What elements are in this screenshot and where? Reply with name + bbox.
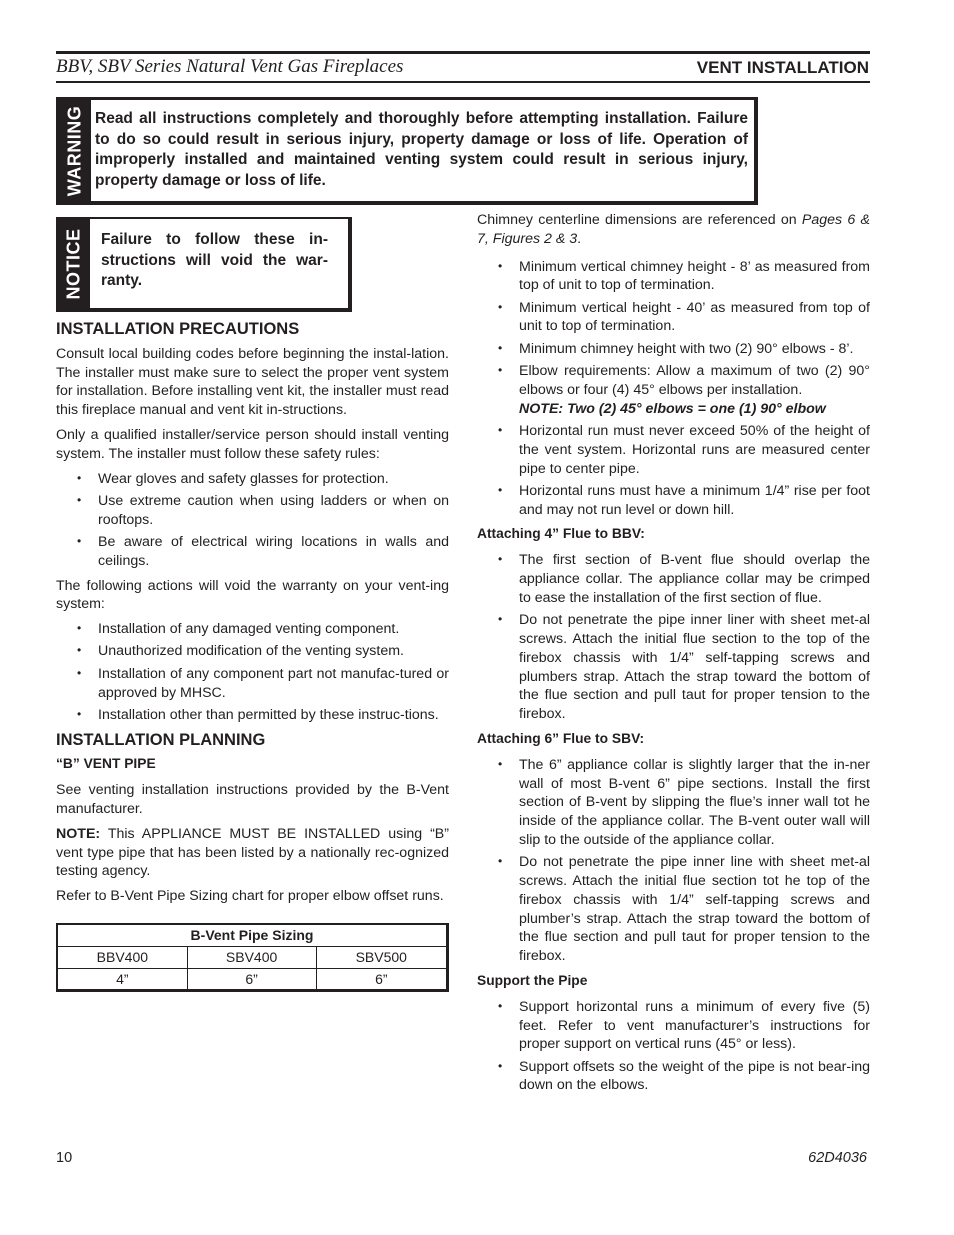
table-header-cell: BBV400	[57, 946, 187, 968]
list-item-text: The first section of B-vent flue should overlap the appliance collar. The appliance collar may be crimped to ease the installation of the first section of flue.	[519, 552, 870, 606]
note-paragraph	[56, 825, 449, 881]
refer-paragraph: Refer to B-Vent Pipe Sizing chart for proper elbow offset runs.	[56, 888, 444, 905]
note-text: This APPLIANCE MUST BE INSTALLED using “B” vent type pipe that has been listed by a nationally rec-ognized testing agency.	[56, 825, 449, 880]
list-item	[56, 620, 449, 639]
bullet-icon: •	[498, 299, 503, 314]
bullet-icon: •	[498, 422, 503, 437]
warning-tab	[59, 100, 91, 201]
precautions-heading: INSTALLATION PRECAUTIONS	[56, 320, 300, 338]
bvent-subheading: “B” VENT PIPE	[56, 756, 156, 772]
list-item-text: Do not penetrate the pipe inner liner with sheet met-al screws. Attach the initial flue section to the top of the firebox chassis with 1/4” self-tapping screws and plumbers strap. Attach the strap toward the bottom of the flue section and pull taut for proper tension to the firebox.	[519, 612, 870, 723]
warning-box	[56, 97, 758, 205]
bullet-icon: •	[498, 756, 503, 771]
bullet-icon: •	[77, 621, 82, 636]
list-item	[477, 998, 870, 1054]
bullet-icon: •	[77, 533, 82, 548]
support-list	[477, 998, 870, 1095]
list-item-text: The 6” appliance collar is slightly larger that the in-ner wall of most B-vent 6” pipe sections. Install the first section of B-vent by slipping the flue’s inner wall tot he inside of the appliance collar. The B-vent outer wall will slip to the outside of the appliance collar.	[519, 756, 870, 848]
bullet-icon: •	[77, 706, 82, 721]
precautions-paragraph-2: Only a qualified installer/service person should install venting system. The installer must follow these safety rules:	[56, 426, 449, 462]
list-item-text: Unauthorized modification of the venting system.	[98, 643, 404, 660]
notice-box	[56, 217, 352, 312]
table-header-cell: SBV400	[187, 946, 316, 968]
list-item-text: Elbow requirements: Allow a maximum of two (2) 90° elbows or four (4) 45° elbows per installation.	[519, 363, 870, 398]
warning-text: Read all instructions completely and thoroughly before attempting installation. Failure to do so could result in serious injury, property damage or loss of life. Operation of improperly installed and maintained venting system could result in serious injury, property damage or loss of life.	[95, 110, 748, 189]
notice-label: NOTICE	[63, 227, 84, 300]
left-column	[56, 320, 449, 992]
intro-text: Chimney centerline dimensions are referenced on	[477, 212, 802, 228]
precautions-paragraph-1: Consult local building codes before beginning the instal-lation. The installer must make sure to select the proper vent system for installation. Before installing vent kit, the installer must read this fireplace manual and vent kit in-structions.	[56, 345, 449, 419]
list-item-text: Be aware of electrical wiring locations in walls and ceilings.	[98, 533, 449, 569]
list-item	[477, 611, 870, 724]
list-item	[477, 1058, 870, 1096]
notice-text: Failure to follow these in-structions will void the war-ranty.	[101, 231, 328, 289]
bullet-icon: •	[498, 340, 503, 355]
chimney-requirements-list	[477, 258, 870, 520]
document-code: 62D4036	[808, 1150, 867, 1166]
bullet-icon: •	[77, 470, 82, 485]
table-row	[57, 968, 448, 991]
bvent-paragraph: See venting installation instructions provided by the B-Vent manufacturer.	[56, 782, 449, 818]
list-item-text: Do not penetrate the pipe inner line with sheet met-al screws. Attach the initial flue section tot he top of the firebox chassis with 1/4” self-tapping screws and plumber’s strap. Attach the strap toward the bottom of the flue section and pull taut for proper tension to the firebox.	[519, 854, 870, 965]
sbv-list	[477, 756, 870, 966]
list-item	[477, 422, 870, 478]
section-title: VENT INSTALLATION	[696, 58, 869, 77]
list-item	[56, 706, 449, 725]
list-item-text: Minimum vertical height - 40’ as measured from top of unit to top of termination.	[519, 299, 870, 335]
warning-label: WARNING	[64, 105, 85, 196]
list-item-text: Horizontal run must never exceed 50% of the height of the vent system. Horizontal runs are measured center pipe to center pipe.	[519, 422, 870, 477]
table-header-cell: SBV500	[316, 946, 447, 968]
planning-heading: INSTALLATION PLANNING	[56, 730, 266, 749]
list-item	[56, 533, 449, 571]
bullet-icon: •	[498, 1058, 503, 1073]
list-item	[477, 853, 870, 966]
note-label: NOTE:	[56, 825, 101, 842]
bullet-icon: •	[77, 643, 82, 658]
bullet-icon: •	[498, 854, 503, 869]
list-item-text: Minimum vertical chimney height - 8’ as measured from top of unit to top of termination.	[519, 258, 870, 294]
bullet-icon: •	[498, 552, 503, 567]
bullet-icon: •	[498, 363, 503, 378]
document-title: BBV, SBV Series Natural Vent Gas Fireplaces	[56, 56, 404, 77]
list-item-text: Installation of any damaged venting component.	[98, 621, 400, 638]
list-item	[477, 258, 870, 296]
list-item	[56, 470, 449, 489]
bullet-icon: •	[498, 612, 503, 627]
elbow-note: NOTE: Two (2) 45° elbows = one (1) 90° elbow	[519, 400, 826, 417]
list-item	[477, 340, 870, 359]
safety-rules-list	[56, 470, 449, 571]
bullet-icon: •	[498, 258, 503, 273]
list-item-text: Minimum chimney height with two (2) 90° elbows - 8’.	[519, 340, 854, 357]
bbv-list	[477, 551, 870, 724]
page-number: 10	[56, 1150, 73, 1166]
list-item	[56, 642, 449, 661]
table-title: B-Vent Pipe Sizing	[57, 924, 448, 946]
notice-tab	[58, 219, 90, 308]
bbv-heading: Attaching 4” Flue to BBV:	[477, 526, 645, 542]
void-intro: The following actions will void the warranty on your vent-ing system:	[56, 577, 449, 613]
list-item-text: Wear gloves and safety glasses for protection.	[98, 470, 389, 487]
list-item-text: Installation of any component part not manufac-tured or approved by MHSC.	[98, 665, 449, 701]
table-row	[57, 946, 448, 968]
list-item-text: Use extreme caution when using ladders or when on rooftops.	[98, 492, 449, 528]
bvent-sizing-table	[56, 923, 449, 992]
list-item-text: Installation other than permitted by these instruc-tions.	[98, 706, 439, 723]
header-bottom-rule	[56, 81, 870, 83]
right-column	[477, 211, 870, 1101]
void-actions-list	[56, 620, 449, 724]
support-heading: Support the Pipe	[477, 972, 588, 988]
bullet-icon: •	[498, 482, 503, 497]
list-item	[477, 299, 870, 337]
header-top-rule	[56, 51, 870, 54]
sbv-heading: Attaching 6” Flue to SBV:	[477, 730, 645, 746]
list-item	[477, 362, 870, 418]
chimney-intro	[477, 211, 870, 249]
list-item-text: Horizontal runs must have a minimum 1/4” rise per foot and may not run level or down hill.	[519, 482, 870, 518]
list-item	[477, 756, 870, 850]
list-item-text: Support horizontal runs a minimum of every five (5) feet. Refer to vent manufacturer’s instructions for proper support on vertical runs (45° or less).	[519, 998, 870, 1053]
list-item-text: Support offsets so the weight of the pipe is not bear-ing down on the elbows.	[519, 1058, 870, 1094]
table-cell: 6”	[187, 968, 316, 991]
table-cell: 6”	[316, 968, 447, 991]
bullet-icon: •	[77, 492, 82, 507]
bullet-icon: •	[77, 665, 82, 680]
list-item	[56, 492, 449, 530]
table-cell: 4”	[57, 968, 187, 991]
figure-reference: Pages 6 & 7, Figures 2 & 3	[477, 212, 870, 247]
intro-end: .	[577, 230, 582, 247]
bullet-icon: •	[498, 998, 503, 1013]
list-item	[56, 665, 449, 703]
list-item	[477, 551, 870, 607]
list-item	[477, 482, 870, 520]
